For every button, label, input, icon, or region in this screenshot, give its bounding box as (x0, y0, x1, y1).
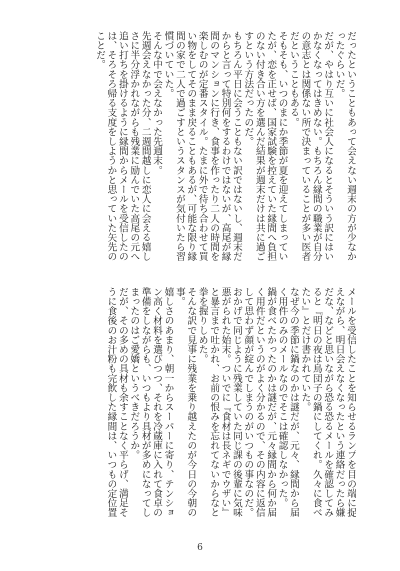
paragraph: 先週会えなかった分、二週間越しに恋人に会える嬉しさに半分浮かれながらも残業に励んでいた高尾の元へ追い打ちを掛けるように縁間からメールを受信したのは、そろそろ帰る支度をしようかと思っていた矢先のことだ。 (94, 31, 151, 262)
paragraph: そんな中で会えなかった先週末。 (151, 31, 163, 175)
paragraph: だが、その多めの具材も余すことなく平らげ、満足そうに食後のお汁粉も完飲した縁間は、いつもの定位置 (105, 287, 128, 518)
paragraph: 嬉しさのあまり、朝一からスーパーに寄り、テンション高く材料を選びつつ、それを冷蔵庫に入れて食卓の準備をしながらも、いつもより具材が多めになってしまったのはご愛嬌というべきだろうか。 (128, 287, 174, 518)
paragraph: そんな訳で見事に残業を乗り越えたのが今日の今朝の事。 (173, 287, 197, 518)
book-page (33, 31, 360, 561)
paragraph: おかげで同じように残業していた同じ課の後輩に気味悪がられた始末。ついでに『食材は長ネギでウザい』と暴言まで吐かれ、お前の恨みを忘れてないからなと拳を握りしめた。 (196, 287, 242, 518)
upper-text-block (26, 31, 356, 267)
paragraph: だが、やはり互いに社会人になるとそういう訳にはいかなくなってはきめない。もちろん縁間の職業が自分の意志とは関係ない所で決まっていることが多い医者だということもある。 (287, 31, 334, 262)
paragraph: 鍋が食べたかったのかは謎だが、元々縁間から何か届く用件だというのがよく分かるので、その内容に返信して思わず顔が綻んでしまうのがいつもの事なのだ。 (242, 287, 277, 518)
paragraph: そもそも、いつのまにか季節が夏を迎えてしまっていたが、恋を正せば、国家試験を控えていた縁間へ負担のない付き合い方を選んだ結果が週末だけは共に過ごすという方法だったのだ。 (242, 31, 288, 262)
paragraph: メールを受信したことを知らせるランプを目の端に捉えながら、明日会えなくなったという連絡だったら嫌だな、などと思いながら恐る恐るメールを確認してみると『明日の夜は鳥団子の鍋にしてくれ。久々に食べたい』とだけ書かれていた。 (299, 287, 356, 518)
page-number: 6 (197, 543, 203, 553)
paragraph: なぜ今の季節に鍋なのかは謎だが、元々、縁間から届く用件のみのメールなのでそこは確認しなかった。 (276, 287, 299, 518)
paragraph: もちろん平日に会うこともない訳ではないし、週末だからと言って特別何をするわけではないが、高尾が縁間のマンションに行き、食事を作ったり二人の時間を楽しむのが定番スタイル。たまに外で待ち合わせて買い物をしてそのまま戻ることもあるが、可能な限り縁間の家で二人で過ごすというスタンスが気付いたら習慣づいていた。 (162, 31, 242, 262)
lower-text-block (26, 287, 356, 523)
paragraph: だったということもあって会えない週末の方が少なかったぐらいだ。 (333, 31, 356, 262)
